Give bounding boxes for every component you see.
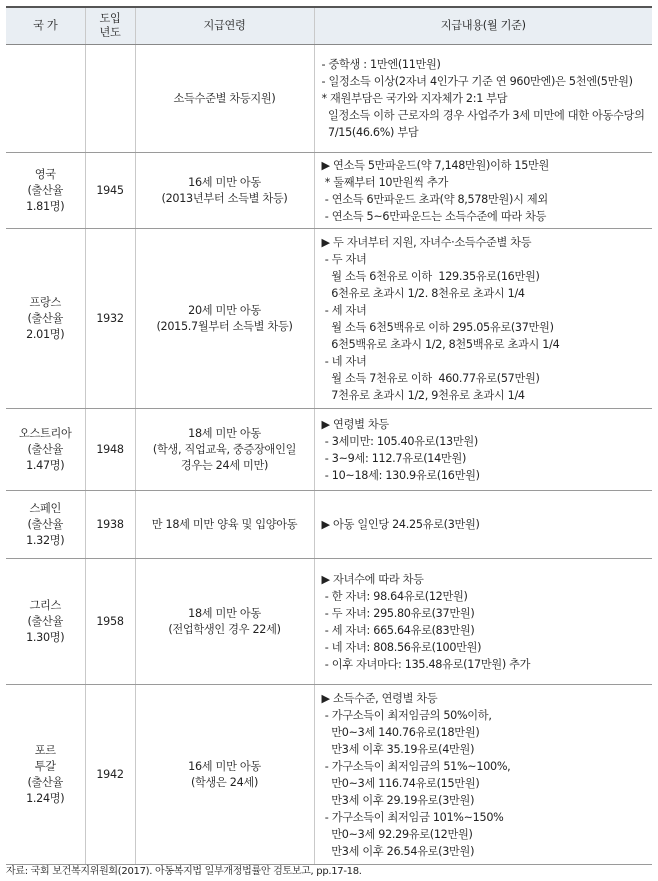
content-line: * 둘째부터 10만원씩 추가 xyxy=(321,175,449,189)
content-line: 만3세 이후 29.19유로(3만원) xyxy=(321,793,475,807)
content-line: 만3세 이후 35.19유로(4만원) xyxy=(321,742,475,756)
content-line: ▶ 자녀수에 따라 차등 xyxy=(321,572,424,586)
year-cell: 1958 xyxy=(85,559,135,685)
content-line: 만3세 이후 26.54유로(3만원) xyxy=(321,844,475,858)
country-text: (출산율 xyxy=(27,614,64,628)
content-line: 6천유로 초과시 1/2. 8천유로 초과시 1/4 xyxy=(321,286,525,300)
table-row xyxy=(6,229,652,409)
content-line: - 가구소득이 최저임금의 51%~100%, xyxy=(321,759,511,773)
content-line: ▶ 연령별 차등 xyxy=(321,417,389,431)
child-allowance-table xyxy=(6,6,652,865)
content-cell xyxy=(314,491,652,559)
country-cell xyxy=(6,229,85,409)
content-line: - 네 자녀: 808.56유로(100만원) xyxy=(321,640,482,654)
content-line: - 3~9세: 112.7유로(14만원) xyxy=(321,451,467,465)
eligibility-text: (2013년부터 소득별 차등) xyxy=(161,191,288,205)
content-line: 6천5백유로 초과시 1/2, 8천5백유로 초과시 1/4 xyxy=(321,337,560,351)
content-cell xyxy=(314,409,652,491)
eligibility-text: (학생은 24세) xyxy=(190,775,259,789)
country-text: (출산율 xyxy=(27,517,64,531)
table-row xyxy=(6,491,652,559)
country-cell xyxy=(6,685,85,865)
content-cell xyxy=(314,153,652,229)
eligibility-text: 만 18세 미만 양육 및 입양아동 xyxy=(151,517,298,531)
content-line: - 10~18세: 130.9유로(16만원) xyxy=(321,468,480,482)
year-cell: 1932 xyxy=(85,229,135,409)
content-line: ▶ 아동 일인당 24.25유로(3만원) xyxy=(321,518,480,531)
header-eligibility: 지급연령 xyxy=(135,7,314,45)
source-note: 자료: 국회 보건복지위원회(2017). 아동복지법 일부개정법률안 검토보고, pp.17-18. xyxy=(6,866,362,877)
content-cell xyxy=(314,685,652,865)
country-text: (출산율 xyxy=(27,183,64,197)
eligibility-text: 16세 미만 아동 xyxy=(188,175,261,189)
content-line: - 일정소득 이상(2자녀 4인가구 기준 연 960만엔)은 5천엔(5만원) xyxy=(321,75,633,88)
country-text: 영국 xyxy=(34,167,56,181)
content-line: ▶ 두 자녀부터 지원, 자녀수·소득수준별 차등 xyxy=(321,235,532,249)
table-row xyxy=(6,409,652,491)
header-row xyxy=(6,7,652,45)
eligibility-cell xyxy=(135,153,314,229)
content-cell xyxy=(314,45,652,153)
content-line: - 세 자녀: 665.64유로(83만원) xyxy=(321,623,475,637)
content-line: - 두 자녀: 295.80유로(37만원) xyxy=(321,606,475,620)
country-text: 오스트리아 xyxy=(18,426,72,440)
content-line: 일정소득 이하 근로자의 경우 사업주가 3세 미만에 대한 아동수당의 xyxy=(321,109,645,122)
country-cell xyxy=(6,491,85,559)
content-line: 월 소득 6천5백유로 이하 295.05유로(37만원) xyxy=(321,320,554,334)
content-cell xyxy=(314,229,652,409)
country-text: (출산율 xyxy=(27,442,64,456)
country-text: 프랑스 xyxy=(29,295,62,309)
content-line: * 재원부담은 국가와 지자체가 2:1 부담 xyxy=(321,92,508,105)
content-line: 7/15(46.6%) 부담 xyxy=(321,126,419,139)
content-line: - 한 자녀: 98.64유로(12만원) xyxy=(321,589,468,603)
table-row xyxy=(6,45,652,153)
year-cell: 1942 xyxy=(85,685,135,865)
eligibility-text: 18세 미만 아동 xyxy=(188,426,261,440)
country-text: 스페인 xyxy=(29,501,62,515)
eligibility-cell xyxy=(135,229,314,409)
header-content: 지급내용(월 기준) xyxy=(314,7,652,45)
content-line: - 네 자녀 xyxy=(321,354,367,368)
eligibility-text: (2015.7월부터 소득별 차등) xyxy=(156,319,293,333)
eligibility-cell xyxy=(135,685,314,865)
eligibility-text: 20세 미만 아동 xyxy=(188,303,261,317)
eligibility-text: 18세 미만 아동 xyxy=(188,606,261,620)
content-line: - 가구소득이 최저임금의 50%이하, xyxy=(321,708,492,722)
content-line: ▶ 연소득 5만파운드(약 7,148만원)이하 15만원 xyxy=(321,158,550,172)
country-text: (출산율 xyxy=(27,775,64,789)
content-line: ▶ 소득수준, 연령별 차등 xyxy=(321,691,438,705)
content-line: 만0~3세 92.29유로(12만원) xyxy=(321,827,473,841)
year-cell: 1938 xyxy=(85,491,135,559)
content-line: - 두 자녀 xyxy=(321,252,367,266)
year-cell xyxy=(85,45,135,153)
table-row xyxy=(6,685,652,865)
content-line: - 가구소득이 최저임금 101%~150% xyxy=(321,810,504,824)
eligibility-text: 경우는 24세 미만) xyxy=(180,458,269,472)
country-cell xyxy=(6,45,85,153)
country-cell xyxy=(6,153,85,229)
country-text: 2.01명) xyxy=(26,327,65,341)
content-line: - 연소득 6만파운드 초과(약 8,578만원)시 제외 xyxy=(321,192,548,206)
content-line: - 3세미만: 105.40유로(13만원) xyxy=(321,434,478,448)
eligibility-cell xyxy=(135,409,314,491)
content-line: 월 소득 6천유로 이하 129.35유로(16만원) xyxy=(321,269,540,283)
year-cell: 1948 xyxy=(85,409,135,491)
country-text: 투갈 xyxy=(34,759,56,773)
table-row xyxy=(6,559,652,685)
content-line: 월 소득 7천유로 이하 460.77유로(57만원) xyxy=(321,371,540,385)
content-line: - 중학생 : 1만엔(11만원) xyxy=(321,58,441,71)
eligibility-text: (전업학생인 경우 22세) xyxy=(168,622,281,636)
eligibility-text: (학생, 직업교육, 중증장애인일 xyxy=(152,442,297,456)
country-text: (출산율 xyxy=(27,311,64,325)
content-cell xyxy=(314,559,652,685)
country-text: 1.81명) xyxy=(26,199,65,213)
content-line: 만0~3세 140.76유로(18만원) xyxy=(321,725,480,739)
country-text: 1.32명) xyxy=(26,533,65,547)
header-year: 도입 년도 xyxy=(85,7,135,45)
country-text: 1.24명) xyxy=(26,791,65,805)
eligibility-text: 16세 미만 아동 xyxy=(188,759,261,773)
country-cell xyxy=(6,409,85,491)
eligibility-cell xyxy=(135,491,314,559)
content-line: - 연소득 5~6만파운드는 소득수준에 따라 차등 xyxy=(321,209,547,223)
country-cell xyxy=(6,559,85,685)
table-row xyxy=(6,153,652,229)
country-text: 포르 xyxy=(34,743,56,757)
eligibility-text: 소득수준별 차등지원) xyxy=(173,91,276,105)
country-text: 1.47명) xyxy=(26,458,65,472)
eligibility-cell xyxy=(135,45,314,153)
country-text: 1.30명) xyxy=(26,630,65,644)
content-line: - 세 자녀 xyxy=(321,303,367,317)
content-line: 만0~3세 116.74유로(15만원) xyxy=(321,776,480,790)
content-line: - 이후 자녀마다: 135.48유로(17만원) 추가 xyxy=(321,657,531,671)
country-text: 그리스 xyxy=(29,598,62,612)
year-cell: 1945 xyxy=(85,153,135,229)
header-country: 국 가 xyxy=(6,7,85,45)
eligibility-cell xyxy=(135,559,314,685)
content-line: 7천유로 초과시 1/2, 9천유로 초과시 1/4 xyxy=(321,388,525,402)
